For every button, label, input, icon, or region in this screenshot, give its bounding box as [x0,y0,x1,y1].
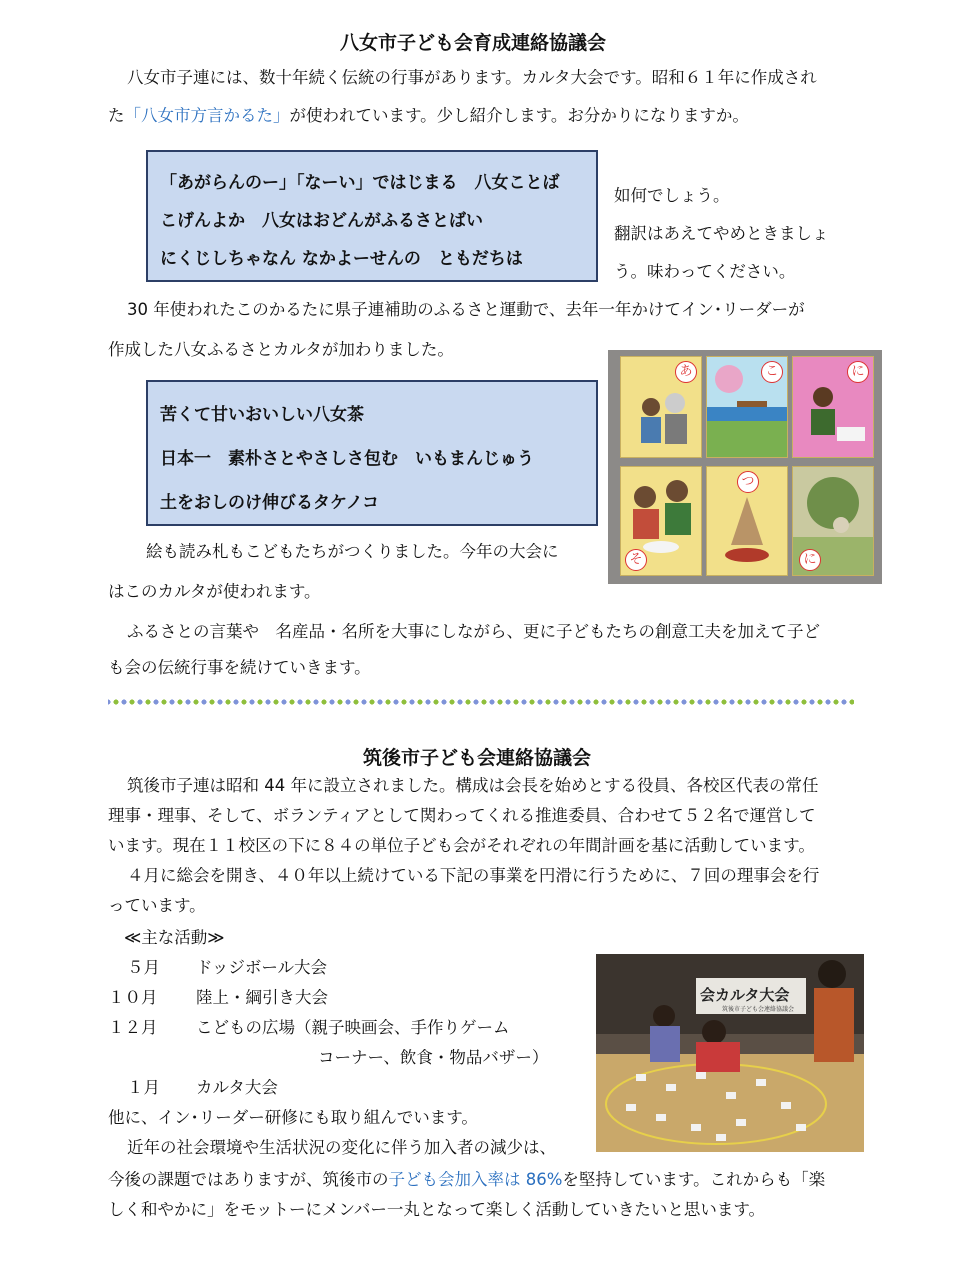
karuta-card [792,466,874,576]
section1-para4-line1: ふるさとの言葉や 名産品・名所を大事にしながら、更に子どもたちの創意工夫を加えて子ど [127,622,820,641]
karuta-line: 苦くて甘いおいしい八女茶 [160,405,364,425]
section-divider [108,697,854,707]
activity-month: １２月 [108,1018,158,1037]
para3-text-pre: 今後の課題ではありますが、筑後市の [108,1170,389,1189]
section2-para2-line: ４月に総会を開き、４０年以上続けている下記の事業を円滑に行うために、７回の理事会を行 [127,866,820,885]
activities-heading: ≪主な活動≫ [124,928,225,947]
section1-para4-line2: も会の伝統行事を続けていきます。 [108,658,371,677]
section2-para3-line3: しく和やかに」をモットーにメンバー一丸となって楽しく活動していきたいと思います。 [108,1200,766,1219]
activity-event: こどもの広場（親子映画会、手作りゲーム [196,1018,510,1037]
section2-para3-line1: 近年の社会環境や生活状況の変化に伴う加入者の減少は、 [127,1138,556,1157]
hogen-karuta-title: 「八女市方言かるた」 [124,106,290,125]
furusato-karuta-box [146,380,598,526]
section1-para3-line1: 絵も読み札もこどもたちがつくりました。今年の大会に [146,542,559,561]
banner-subtext: 筑後市子ども会連絡協議会 [722,1006,795,1013]
aside-line: う。味わってください。 [614,262,796,281]
intro-text-pre: た [108,106,125,125]
card-letter: あ [675,361,697,383]
karuta-card [792,356,874,458]
dialect-line: にくじしちゃなん なかよーせんの ともだちは [160,249,523,269]
section1-intro-line1: 八女市子連には、数十年続く伝統の行事があります。カルタ大会です。昭和６１年に作成され [127,68,817,87]
aside-line: 翻訳はあえてやめときましょ [614,224,829,243]
card-letter: そ [625,549,647,571]
card-letter: に [847,361,869,383]
section2-para1-line: 筑後市子連は昭和 44 年に設立されました。構成は会長を始めとする役員、各校区代表の常任 [127,776,819,795]
dialect-line: こげんよか 八女はおどんがふるさとばい [160,211,483,231]
activity-month: ５月 [127,958,160,977]
section2-title: 筑後市子ども会連絡協議会 [363,747,592,769]
karuta-line: 日本一 素朴さとやさしさ包む いもまんじゅう [160,449,534,469]
card-letter: に [799,549,821,571]
aside-line: 如何でしょう。 [614,186,730,205]
intro-text-post: が使われています。少し紹介します。お分かりになりますか。 [289,106,749,125]
section2-para2-line: っています。 [108,896,206,915]
section1-para2-line2: 作成した八女ふるさとカルタが加わりました。 [108,340,454,359]
karuta-line: 土をおしのけ伸びるタケノコ [160,493,379,513]
karuta-cards-photo [608,350,882,584]
section2-para1-line: います。現在１１校区の下に８４の単位子ども会がそれぞれの年間計画を基に活動しています。 [108,836,815,855]
activity-event: 陸上・綱引き大会 [196,988,328,1007]
section2-para3-line2 [108,1168,825,1192]
karuta-card [620,356,702,458]
activity-month: １月 [127,1078,160,1097]
card-letter: つ [737,471,759,493]
activity-month: １０月 [108,988,158,1007]
activity-event: カルタ大会 [196,1078,278,1097]
section2-also: 他に、イン･リーダー研修にも取り組んでいます。 [108,1108,478,1127]
section2-para1-line: 理事・理事、そして、ボランティアとして関わってくれる推進委員、合わせて５２名で運営して [108,806,816,825]
para3-text-post: を堅持しています。これからも「楽 [562,1170,826,1189]
activity-event-continued: コーナー、飲食・物品バザー） [318,1048,549,1067]
dialect-line: 「あがらんのー」「なーい」ではじまる 八女ことば [160,173,560,193]
karuta-card [706,356,788,458]
activity-event: ドッジボール大会 [196,958,328,977]
section1-intro-line2 [108,104,749,128]
section1-title: 八女市子ども会育成連絡協議会 [340,32,607,54]
karuta-tournament-photo [596,954,864,1152]
banner-text: 会カルタ大会 [700,986,790,1004]
dialect-karuta-box [146,150,598,282]
karuta-card [706,466,788,576]
section1-para2-line1: 30 年使われたこのかるたに県子連補助のふるさと運動で、去年一年かけてイン･リーダーが [127,300,805,319]
section1-para3-line2: はこのカルタが使われます。 [108,582,321,601]
karuta-card [620,466,702,576]
membership-rate: 子ども会加入率は 86% [388,1170,563,1189]
card-letter: こ [761,361,783,383]
